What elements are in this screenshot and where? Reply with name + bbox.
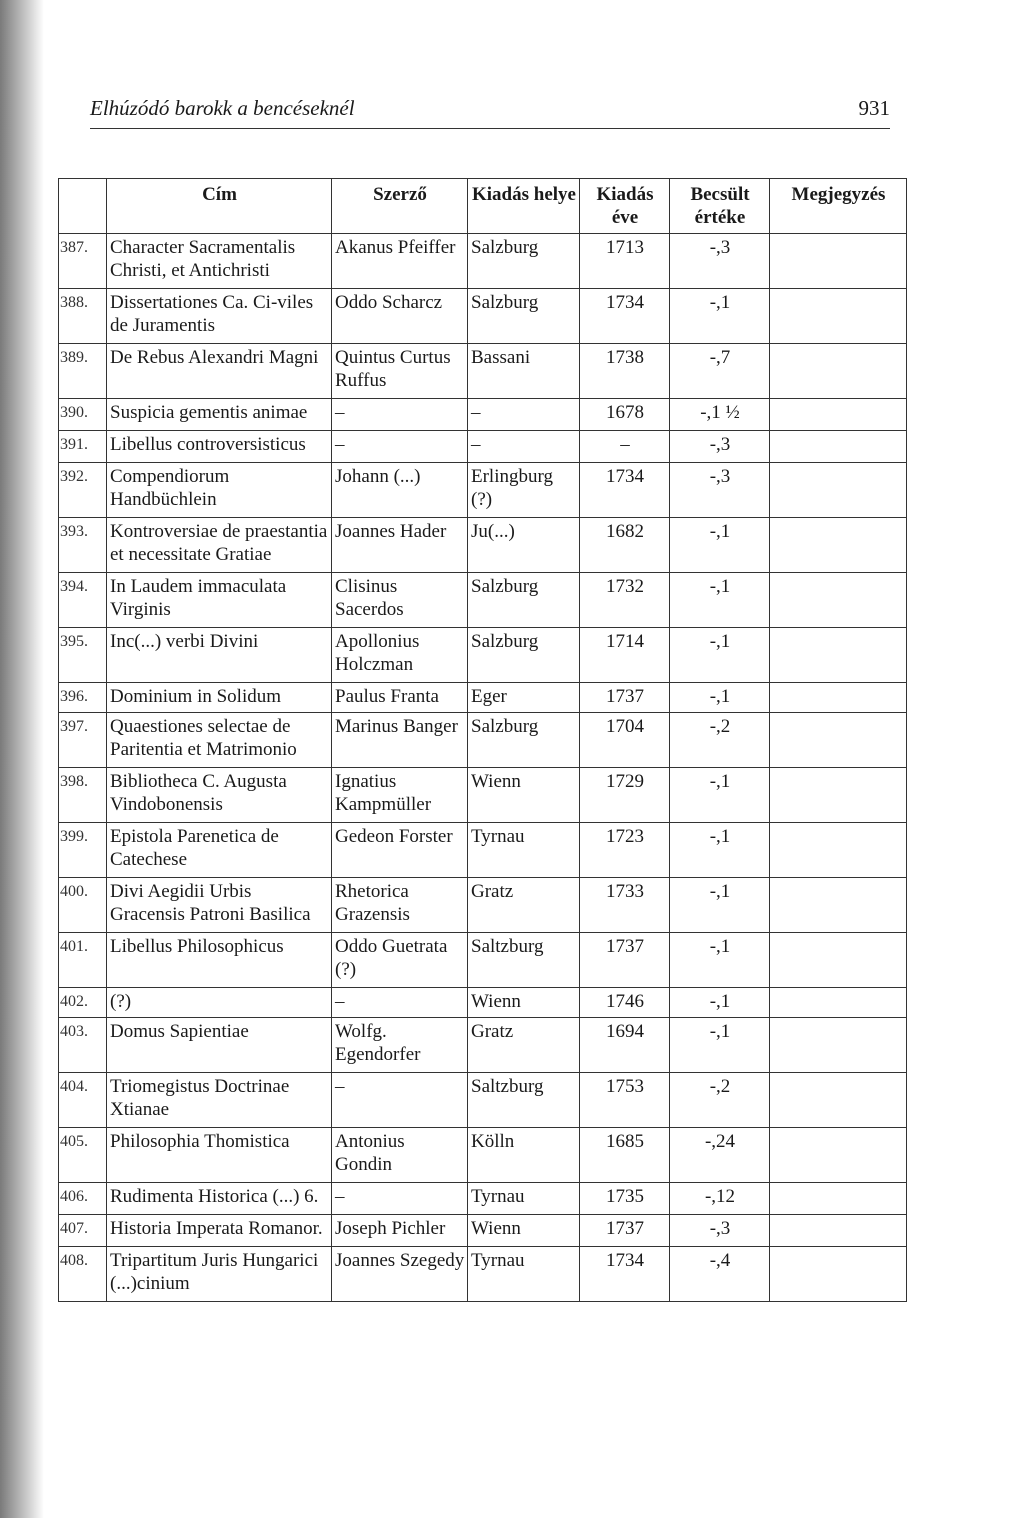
row-title: Divi Aegidii Urbis Gracensis Patroni Basilica	[107, 878, 332, 933]
row-author: Apollonius Holczman	[332, 628, 468, 683]
row-place: Eger	[468, 683, 580, 713]
table-row	[59, 518, 907, 573]
row-year: 1678	[580, 399, 670, 431]
row-place: Erlingburg (?)	[468, 463, 580, 518]
row-place: Tyrnau	[468, 823, 580, 878]
table-row	[59, 713, 907, 768]
row-note	[770, 823, 907, 878]
row-value: -,2	[670, 1073, 770, 1128]
row-place: –	[468, 399, 580, 431]
table-row	[59, 768, 907, 823]
row-number: 399.	[59, 823, 107, 878]
row-year: 1734	[580, 463, 670, 518]
row-number: 403.	[59, 1018, 107, 1073]
row-value: -,3	[670, 463, 770, 518]
table-row	[59, 878, 907, 933]
row-place: Wienn	[468, 988, 580, 1018]
row-place: Kölln	[468, 1128, 580, 1183]
row-author: Johann (...)	[332, 463, 468, 518]
row-number: 388.	[59, 289, 107, 344]
row-author: Joannes Hader	[332, 518, 468, 573]
table-row	[59, 344, 907, 399]
row-author: Oddo Scharcz	[332, 289, 468, 344]
row-title: Bibliotheca C. Augusta Vindobonensis	[107, 768, 332, 823]
row-place: Salzburg	[468, 573, 580, 628]
row-title: In Laudem immaculata Virginis	[107, 573, 332, 628]
row-title: Inc(...) verbi Divini	[107, 628, 332, 683]
row-number: 390.	[59, 399, 107, 431]
header-value: Becsült értéke	[670, 179, 770, 234]
row-number: 398.	[59, 768, 107, 823]
table-header-row	[59, 179, 907, 234]
row-title: Compendiorum Handbüchlein	[107, 463, 332, 518]
row-year: 1735	[580, 1183, 670, 1215]
table-row	[59, 234, 907, 289]
row-title: Kontroversiae de praestantia et necessitate Gratiae	[107, 518, 332, 573]
row-year: 1738	[580, 344, 670, 399]
row-place: Gratz	[468, 1018, 580, 1073]
row-note	[770, 628, 907, 683]
row-value: -,3	[670, 1215, 770, 1247]
row-value: -,1 ½	[670, 399, 770, 431]
row-title: Domus Sapientiae	[107, 1018, 332, 1073]
table-row	[59, 1018, 907, 1073]
row-number: 396.	[59, 683, 107, 713]
row-author: Akanus Pfeiffer	[332, 234, 468, 289]
row-note	[770, 768, 907, 823]
row-value: -,24	[670, 1128, 770, 1183]
row-author: –	[332, 1073, 468, 1128]
row-title: Tripartitum Juris Hungarici (...)cinium	[107, 1247, 332, 1302]
row-place: Gratz	[468, 878, 580, 933]
row-year: 1723	[580, 823, 670, 878]
table-row	[59, 463, 907, 518]
running-head	[90, 96, 890, 129]
row-value: -,3	[670, 234, 770, 289]
row-number: 407.	[59, 1215, 107, 1247]
row-place: Bassani	[468, 344, 580, 399]
row-value: -,3	[670, 431, 770, 463]
row-place: Wienn	[468, 1215, 580, 1247]
row-place: Tyrnau	[468, 1183, 580, 1215]
table-row	[59, 1215, 907, 1247]
row-year: 1746	[580, 988, 670, 1018]
table-row	[59, 399, 907, 431]
row-author: Joseph Pichler	[332, 1215, 468, 1247]
table-row	[59, 628, 907, 683]
row-number: 401.	[59, 933, 107, 988]
table-row	[59, 1128, 907, 1183]
row-title: Epistola Parenetica de Catechese	[107, 823, 332, 878]
row-year: 1733	[580, 878, 670, 933]
table-row	[59, 1073, 907, 1128]
row-note	[770, 344, 907, 399]
row-title: Libellus Philosophicus	[107, 933, 332, 988]
row-note	[770, 933, 907, 988]
row-title: Quaestiones selectae de Paritentia et Matrimonio	[107, 713, 332, 768]
row-note	[770, 713, 907, 768]
row-year: –	[580, 431, 670, 463]
row-author: Wolfg. Egendorfer	[332, 1018, 468, 1073]
row-value: -,1	[670, 768, 770, 823]
row-number: 395.	[59, 628, 107, 683]
row-note	[770, 234, 907, 289]
table-row	[59, 683, 907, 713]
table-row	[59, 823, 907, 878]
row-title: Suspicia gementis animae	[107, 399, 332, 431]
row-year: 1714	[580, 628, 670, 683]
row-note	[770, 399, 907, 431]
row-year: 1734	[580, 1247, 670, 1302]
row-author: Ignatius Kampmüller	[332, 768, 468, 823]
table-body	[59, 234, 907, 1302]
table-row	[59, 431, 907, 463]
row-place: Wienn	[468, 768, 580, 823]
row-value: -,1	[670, 878, 770, 933]
row-year: 1753	[580, 1073, 670, 1128]
row-author: –	[332, 988, 468, 1018]
row-number: 408.	[59, 1247, 107, 1302]
row-number: 394.	[59, 573, 107, 628]
row-author: Quintus Curtus Ruffus	[332, 344, 468, 399]
row-year: 1685	[580, 1128, 670, 1183]
binding-shadow	[0, 0, 44, 1518]
row-note	[770, 463, 907, 518]
row-note	[770, 518, 907, 573]
row-value: -,4	[670, 1247, 770, 1302]
row-place: Saltzburg	[468, 1073, 580, 1128]
row-year: 1694	[580, 1018, 670, 1073]
header-number	[59, 179, 107, 234]
row-year: 1732	[580, 573, 670, 628]
header-note: Megjegyzés	[770, 179, 907, 234]
row-year: 1713	[580, 234, 670, 289]
book-catalog-table	[58, 178, 907, 1302]
row-author: Clisinus Sacerdos	[332, 573, 468, 628]
header-title: Cím	[107, 179, 332, 234]
page-number: 931	[858, 96, 890, 120]
row-value: -,1	[670, 573, 770, 628]
row-note	[770, 289, 907, 344]
row-number: 387.	[59, 234, 107, 289]
row-value: -,2	[670, 713, 770, 768]
row-note	[770, 1128, 907, 1183]
row-note	[770, 1073, 907, 1128]
row-place: Tyrnau	[468, 1247, 580, 1302]
row-author: –	[332, 1183, 468, 1215]
row-value: -,1	[670, 988, 770, 1018]
row-value: -,1	[670, 518, 770, 573]
row-place: Salzburg	[468, 289, 580, 344]
row-place: Salzburg	[468, 713, 580, 768]
row-author: Gedeon Forster	[332, 823, 468, 878]
row-title: Triomegistus Doctrinae Xtianae	[107, 1073, 332, 1128]
header-place: Kiadás helye	[468, 179, 580, 234]
row-title: (?)	[107, 988, 332, 1018]
row-author: Paulus Franta	[332, 683, 468, 713]
row-note	[770, 1215, 907, 1247]
row-author: Rhetorica Grazensis	[332, 878, 468, 933]
header-year: Kiadás éve	[580, 179, 670, 234]
row-number: 404.	[59, 1073, 107, 1128]
row-value: -,1	[670, 823, 770, 878]
row-author: Oddo Guetrata (?)	[332, 933, 468, 988]
row-title: De Rebus Alexandri Magni	[107, 344, 332, 399]
row-place: –	[468, 431, 580, 463]
row-author: Marinus Banger	[332, 713, 468, 768]
row-number: 405.	[59, 1128, 107, 1183]
row-author: –	[332, 399, 468, 431]
row-number: 402.	[59, 988, 107, 1018]
row-value: -,1	[670, 1018, 770, 1073]
row-year: 1682	[580, 518, 670, 573]
row-value: -,1	[670, 683, 770, 713]
row-author: Joannes Szegedy	[332, 1247, 468, 1302]
row-number: 391.	[59, 431, 107, 463]
row-value: -,12	[670, 1183, 770, 1215]
running-title: Elhúzódó barokk a bencéseknél	[90, 96, 355, 120]
row-number: 389.	[59, 344, 107, 399]
row-author: Antonius Gondin	[332, 1128, 468, 1183]
table-row	[59, 573, 907, 628]
row-note	[770, 683, 907, 713]
row-note	[770, 1247, 907, 1302]
row-value: -,1	[670, 933, 770, 988]
table-row	[59, 1247, 907, 1302]
row-place: Salzburg	[468, 234, 580, 289]
row-year: 1734	[580, 289, 670, 344]
table-row	[59, 289, 907, 344]
row-number: 400.	[59, 878, 107, 933]
row-year: 1737	[580, 683, 670, 713]
table-row	[59, 988, 907, 1018]
row-year: 1704	[580, 713, 670, 768]
row-title: Historia Imperata Romanor.	[107, 1215, 332, 1247]
table-row	[59, 1183, 907, 1215]
row-year: 1737	[580, 933, 670, 988]
row-value: -,1	[670, 628, 770, 683]
row-title: Rudimenta Historica (...) 6.	[107, 1183, 332, 1215]
row-number: 397.	[59, 713, 107, 768]
row-note	[770, 1183, 907, 1215]
row-note	[770, 988, 907, 1018]
row-title: Dominium in Solidum	[107, 683, 332, 713]
row-number: 406.	[59, 1183, 107, 1215]
row-note	[770, 878, 907, 933]
row-place: Saltzburg	[468, 933, 580, 988]
row-value: -,7	[670, 344, 770, 399]
row-note	[770, 573, 907, 628]
row-title: Character Sacramentalis Christi, et Antichristi	[107, 234, 332, 289]
row-author: –	[332, 431, 468, 463]
row-value: -,1	[670, 289, 770, 344]
table-row	[59, 933, 907, 988]
row-place: Salzburg	[468, 628, 580, 683]
row-number: 393.	[59, 518, 107, 573]
row-place: Ju(...)	[468, 518, 580, 573]
row-note	[770, 431, 907, 463]
header-author: Szerző	[332, 179, 468, 234]
row-title: Libellus controversisticus	[107, 431, 332, 463]
row-year: 1729	[580, 768, 670, 823]
row-title: Dissertationes Ca. Ci-viles de Juramentis	[107, 289, 332, 344]
row-year: 1737	[580, 1215, 670, 1247]
row-number: 392.	[59, 463, 107, 518]
row-title: Philosophia Thomistica	[107, 1128, 332, 1183]
row-note	[770, 1018, 907, 1073]
